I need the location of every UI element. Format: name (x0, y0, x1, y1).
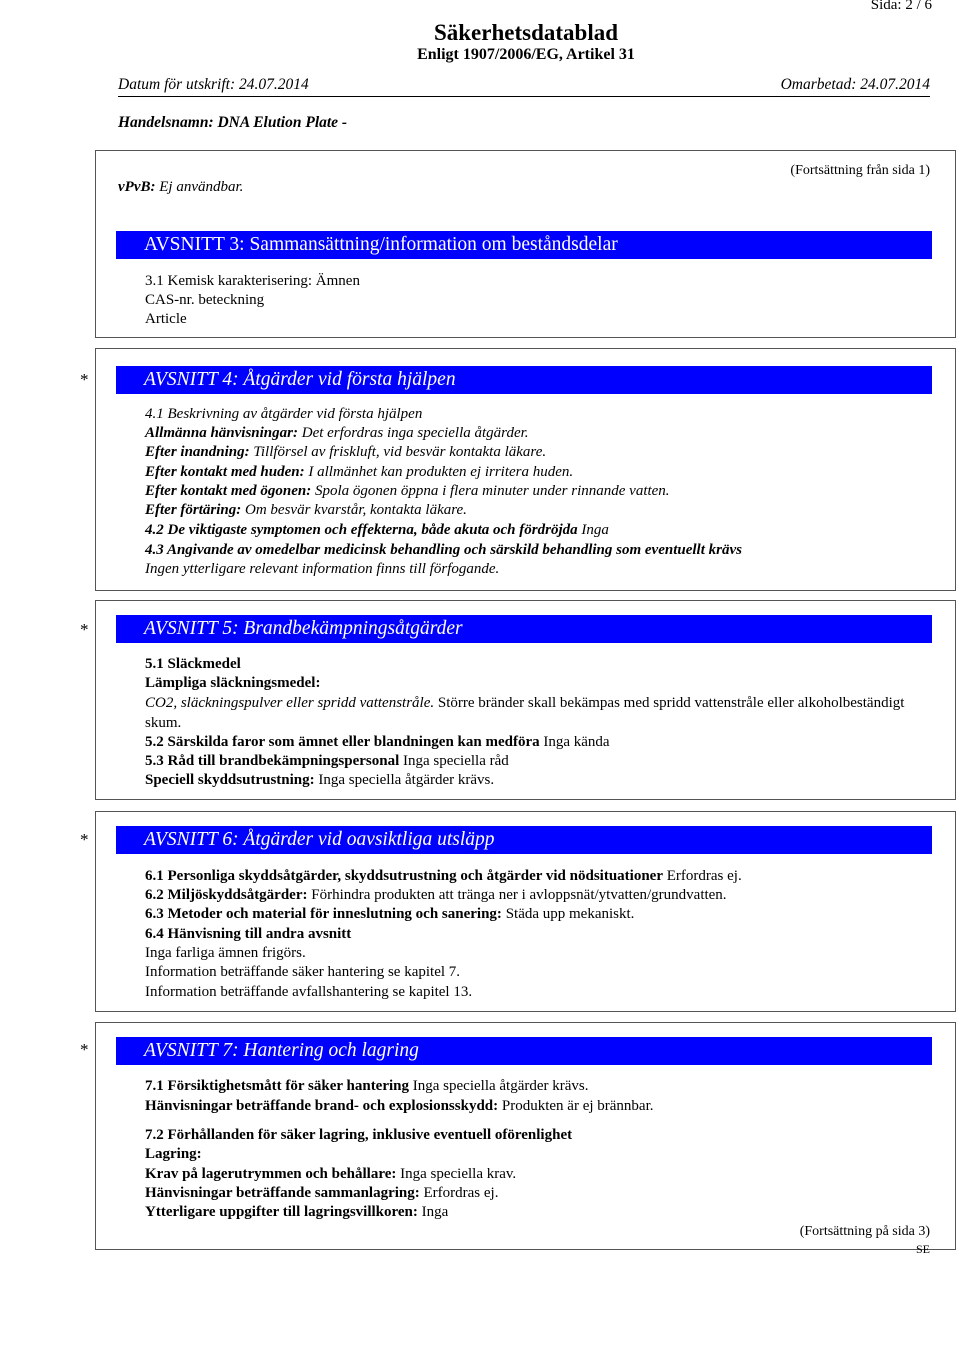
s6-line-4: 6.4 Hänvisning till andra avsnitt (145, 926, 352, 942)
section-3-heading: AVSNITT 3: Sammansättning/information om beståndsdelar (116, 231, 932, 259)
s6-l3-value: Städa upp mekaniskt. (505, 906, 635, 922)
s7-line-7 (145, 1203, 448, 1223)
s7-l6-label: Hänvisningar beträffande sammanlagring: (145, 1185, 420, 1201)
s6-line-2 (145, 886, 727, 906)
s4-line-2 (145, 424, 529, 444)
s6-line-7: Information beträffande avfallshantering se kapitel 13. (145, 984, 473, 1000)
s4-l5-value: Spola ögonen öppna i flera minuter under rinnande vatten. (315, 483, 670, 499)
s4-l3-label: Efter inandning: (145, 444, 250, 460)
s5-line-2: Lämpliga släckningsmedel: (145, 675, 321, 691)
s5-l3b: Större bränder skall bekämpas med spridd vattenstråle eller alkoholbeständigt skum. (145, 695, 905, 731)
document-subtitle: Enligt 1907/2006/EG, Artikel 31 (417, 46, 635, 63)
s4-l4-label: Efter kontakt med huden: (145, 464, 305, 480)
s5-line-1: 5.1 Släckmedel (145, 656, 241, 672)
s6-l2-label: 6.2 Miljöskyddsåtgärder: (145, 887, 308, 903)
s5-l7-value: Inga speciella åtgärder krävs. (318, 772, 495, 788)
document-title: Säkerhetsdatablad (433, 20, 619, 45)
s3-line-1: 3.1 Kemisk karakterisering: Ämnen (145, 273, 360, 289)
section-7-heading: AVSNITT 7: Hantering och lagring (116, 1037, 932, 1065)
s4-l5-label: Efter kontakt med ögonen: (145, 483, 312, 499)
s6-l3-label: 6.3 Metoder och material för inneslutning och sanering: (145, 906, 502, 922)
s5-l7-label: Speciell skyddsutrustning: (145, 772, 315, 788)
s4-line-5 (145, 482, 670, 502)
s7-line-6 (145, 1184, 498, 1204)
changed-marker: * (80, 830, 89, 849)
continued-to: (Fortsättning på sida 3) (799, 1224, 930, 1239)
s7-l5-value: Inga speciella krav. (400, 1166, 517, 1182)
s6-line-6: Information beträffande säker hantering se kapitel 7. (145, 964, 461, 980)
s7-line-5 (145, 1165, 516, 1185)
s6-line-3 (145, 905, 634, 925)
s4-line-8: 4.3 Angivande av omedelbar medicinsk behandling och särskild behandling som eventuellt krävs (145, 542, 742, 558)
s4-line-6 (145, 501, 467, 521)
s5-l6-value: Inga speciella råd (402, 753, 509, 769)
s7-l2-value: Produkten är ej brännbar. (501, 1098, 654, 1114)
s5-l5-label: 5.2 Särskilda faror som ämnet eller blandningen kan medföra (145, 734, 540, 750)
s7-l6-value: Erfordras ej. (423, 1185, 499, 1201)
s6-l1-label: 6.1 Personliga skyddsåtgärder, skyddsutrustning och åtgärder vid nödsituationer (145, 868, 663, 884)
changed-marker: * (80, 370, 89, 389)
s4-l7-label: 4.2 De viktigaste symptomen och effekterna, både akuta och fördröjda (145, 522, 578, 538)
s4-l4-value: I allmänhet kan produkten ej irritera huden. (308, 464, 574, 480)
s7-line-4: Lagring: (145, 1146, 202, 1162)
section-4-heading: AVSNITT 4: Åtgärder vid första hjälpen (116, 366, 932, 394)
vpvb-line (118, 178, 243, 198)
s6-line-1 (145, 867, 742, 887)
s4-line-1: 4.1 Beskrivning av åtgärder vid första hjälpen (145, 406, 423, 422)
s4-line-3 (145, 443, 546, 463)
s4-l2-value: Det erfordras inga speciella åtgärder. (301, 425, 529, 441)
s7-l1-label: 7.1 Försiktighetsmått för säker hantering (145, 1078, 410, 1094)
s3-line-3: Article (145, 311, 187, 327)
s3-line-2: CAS-nr. beteckning (145, 292, 265, 308)
s5-l3a: CO2, släckningspulver eller spridd vattenstråle. (145, 695, 435, 711)
s7-line-3: 7.2 Förhållanden för säker lagring, inklusive eventuell oförenlighet (145, 1127, 573, 1143)
trade-name: Handelsnamn: DNA Elution Plate - (118, 114, 348, 131)
s4-l3-value: Tillförsel av friskluft, vid besvär kontakta läkare. (253, 444, 547, 460)
s5-l5-value: Inga kända (543, 734, 610, 750)
s5-line-5 (145, 733, 610, 753)
s4-l6-label: Efter förtäring: (145, 502, 242, 518)
s4-line-4 (145, 463, 573, 483)
changed-marker: * (80, 1040, 89, 1059)
s4-line-9: Ingen ytterligare relevant information finns till förfogande. (145, 561, 500, 577)
s4-line-7 (145, 521, 609, 541)
s4-l6-value: Om besvär kvarstår, kontakta läkare. (245, 502, 467, 518)
s7-line-2 (145, 1097, 654, 1117)
s4-l2-label: Allmänna hänvisningar: (145, 425, 298, 441)
s5-line-7 (145, 771, 494, 791)
s7-l2-label: Hänvisningar beträffande brand- och explosionsskydd: (145, 1098, 499, 1114)
s5-line-3 (145, 694, 930, 733)
s7-l5-label: Krav på lagerutrymmen och behållare: (145, 1166, 397, 1182)
s5-l6-label: 5.3 Råd till brandbekämpningspersonal (145, 753, 400, 769)
section-6-heading: AVSNITT 6: Åtgärder vid oavsiktliga utsläpp (116, 826, 932, 854)
s7-l7-value: Inga (421, 1204, 449, 1220)
changed-marker: * (80, 620, 89, 639)
language-code: SE (915, 1242, 930, 1256)
vpvb-label: vPvB: (118, 179, 156, 195)
s5-line-6 (145, 752, 509, 772)
s7-line-1 (145, 1077, 589, 1097)
s7-l1-value: Inga speciella åtgärder krävs. (412, 1078, 589, 1094)
s6-l1-value: Erfordras ej. (666, 868, 742, 884)
header-divider (118, 96, 930, 97)
print-date: Datum för utskrift: 24.07.2014 (118, 76, 309, 93)
vpvb-value: Ej användbar. (159, 179, 244, 195)
s6-line-5: Inga farliga ämnen frigörs. (145, 945, 306, 961)
s7-l7-label: Ytterligare uppgifter till lagringsvillkoren: (145, 1204, 418, 1220)
revision-date: Omarbetad: 24.07.2014 (780, 76, 930, 93)
page-number: Sida: 2 / 6 (870, 0, 932, 13)
continued-from: (Fortsättning från sida 1) (790, 163, 930, 178)
s4-l7-value: Inga (581, 522, 609, 538)
s6-l2-value: Förhindra produkten att tränga ner i avloppsnät/ytvatten/grundvatten. (311, 887, 727, 903)
section-5-heading: AVSNITT 5: Brandbekämpningsåtgärder (116, 615, 932, 643)
